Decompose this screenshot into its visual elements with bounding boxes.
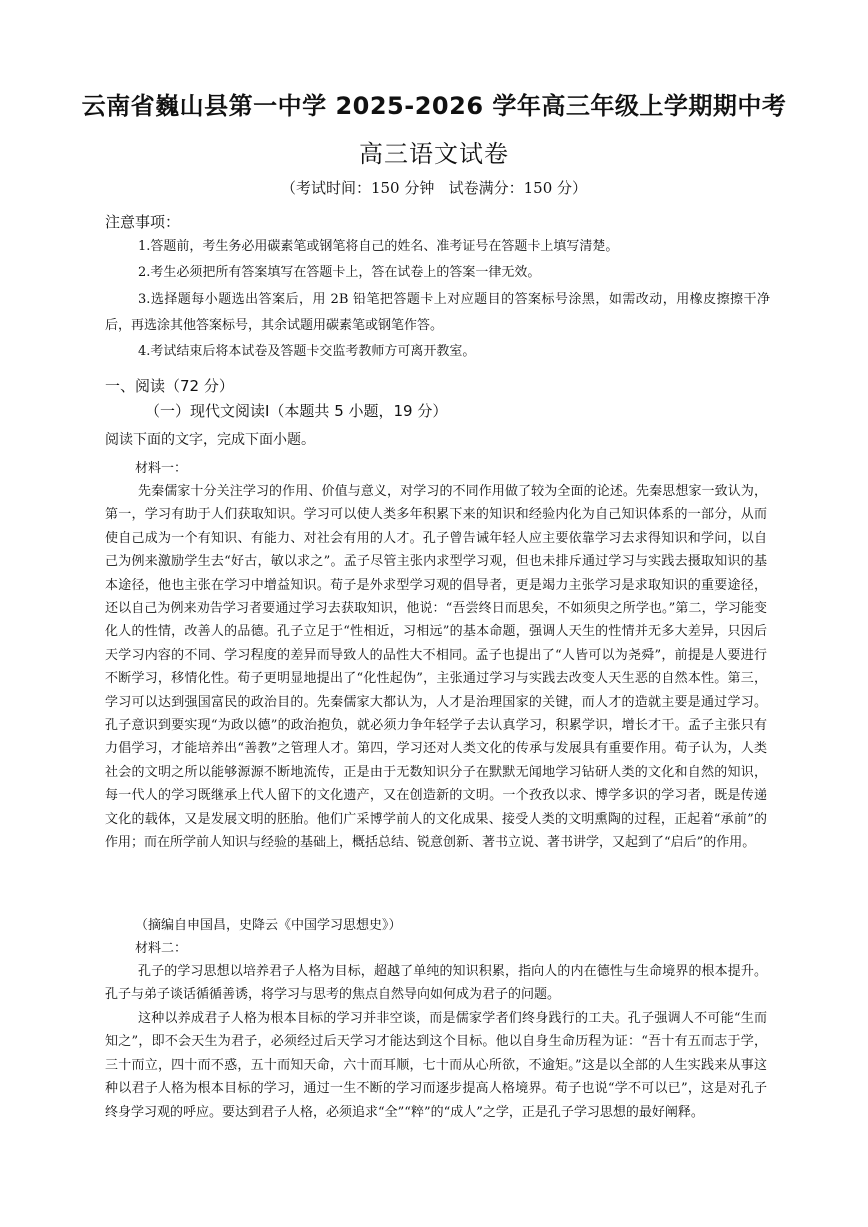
- exam-info: （考试时间：150 分钟 试卷满分：150 分）: [280, 179, 588, 197]
- section-heading: 一、阅读（72 分）: [105, 377, 234, 395]
- material-one-text: 先秦儒家十分关注学习的作用、价值与意义，对学习的不同作用做了较为全面的论述。先秦思想家一致认为，第一，学习有助于人们获取知识。学习可以使人类多年积累下来的知识和经验内化为自己知识体系的一部分，从而使自己成为一个有知识、有能力、对社会有用的人才。孔子曾告诫年轻人应主要依靠学习去求得知识和学问，以自己为例来激励学生去“好古，敏以求之”。孟子尽管主张内求型学习观，但也未排斥通过学习与实践去摄取知识的基本途径，他也主张在学习中增益知识。荀子是外求型学习观的倡导者，更是竭力主张学习是求取知识的重要途径，还以自己为例来劝告学习者要通过学习去获取知识，他说：“吾尝终日而思矣，不如须臾之所学也。”第二，学习能变化人的性情，改善人的品德。孔子立足于“性相近，习相远”的基本命题，强调人天生的性情并无多大差异，只因后天学习内容的不同、学习程度的差异而导致人的品性大不相同。孟子也提出了“人皆可以为尧舜”，前提是人要进行不断学习，移情化性。荀子更明显地提出了“化性起伪”，主张通过学习与实践去改变人天生恶的自然本性。第三，学习可以达到强国富民的政治目的。先秦儒家大都认为，人才是治理国家的关键，而人才的造就主要是通过学习。孔子意识到要实现“为政以德”的政治抱负，就必须力争年轻学子去认真学习，积累学识，增长才干。孟子主张只有力倡学习，才能培养出“善教”之管理人才。第四，学习还对人类文化的传承与发展具有重要作用。荀子认为，人类社会的文明之所以能够源源不断地流传，正是由于无数知识分子在默默无闻地学习钻研人类的文化和自然的知识，每一代人的学习既继承上代人留下的文化遗产，又在创造新的文明。一个孜孜以求、博学多识的学习者，既是传递文化的载体，又是发展文明的胚胎。他们广采博学前人的文化成果、接受人类的文明熏陶的过程，正起着“承前”的作用；而在所学前人知识与经验的基础上，概括总结、锐意创新、著书立说、著书讲学，又起到了“启后”的作用。: [105, 484, 767, 851]
- notice-heading: 注意事项：: [105, 213, 181, 231]
- exam-title: 云南省巍山县第一中学 2025-2026 学年高三年级上学期期中考: [81, 92, 787, 120]
- material-one-source: （摘编自申国昌，史降云《中国学习思想史》）: [135, 918, 402, 933]
- notice-item: 3.选择题每小题选出答案后，用 2B 铅笔把答题卡上对应题目的答案标号涂黑，如需改动，用橡皮擦擦干净后，再选涂其他答案标号，其余试题用碳素笔或钢笔作答。: [105, 292, 770, 333]
- exam-subtitle: 高三语文试卷: [359, 140, 509, 168]
- reading-instruction: 阅读下面的文字，完成下面小题。: [105, 432, 315, 448]
- notice-item: 2.考生必须把所有答案填写在答题卡上，答在试卷上的答案一律无效。: [138, 265, 541, 280]
- material-one-label: 材料一：: [135, 461, 188, 476]
- material-two-paragraph: 这种以养成君子人格为根本目标的学习并非空谈，而是儒家学者们终身践行的工夫。孔子强调人不可能“生而知之”，即不会天生为君子，必须经过后天学习才能达到这个目标。他以自身生命历程为证：“吾十有五而志于学，三十而立，四十而不惑，五十而知天命，六十而耳顺，七十而从心所欲，不逾矩。”这是以全部的人生实践来从事这种以君子人格为根本目标的学习，通过一生不断的学习而逐步提高人格境界。荀子也说“学不可以已”，这是对孔子终身学习观的呼应。要达到君子人格，必须追求“全”“粹”的“成人”之学，正是孔子学习思想的最好阐释。: [105, 1011, 767, 1120]
- notice-item: 1.答题前，考生务必用碳素笔或钢笔将自己的姓名、准考证号在答题卡上填写清楚。: [138, 239, 619, 254]
- material-two-label: 材料二：: [135, 941, 188, 956]
- material-two-paragraph: 孔子的学习思想以培养君子人格为目标，超越了单纯的知识积累，指向人的内在德性与生命境界的根本提升。孔子与弟子谈话循循善诱，将学习与思考的焦点自然导向如何成为君子的问题。: [105, 964, 767, 1003]
- notice-item: 4.考试结束后将本试卷及答题卡交监考教师方可离开教室。: [138, 344, 476, 359]
- sub-heading: （一）现代文阅读Ⅰ（本题共 5 小题，19 分）: [145, 402, 448, 420]
